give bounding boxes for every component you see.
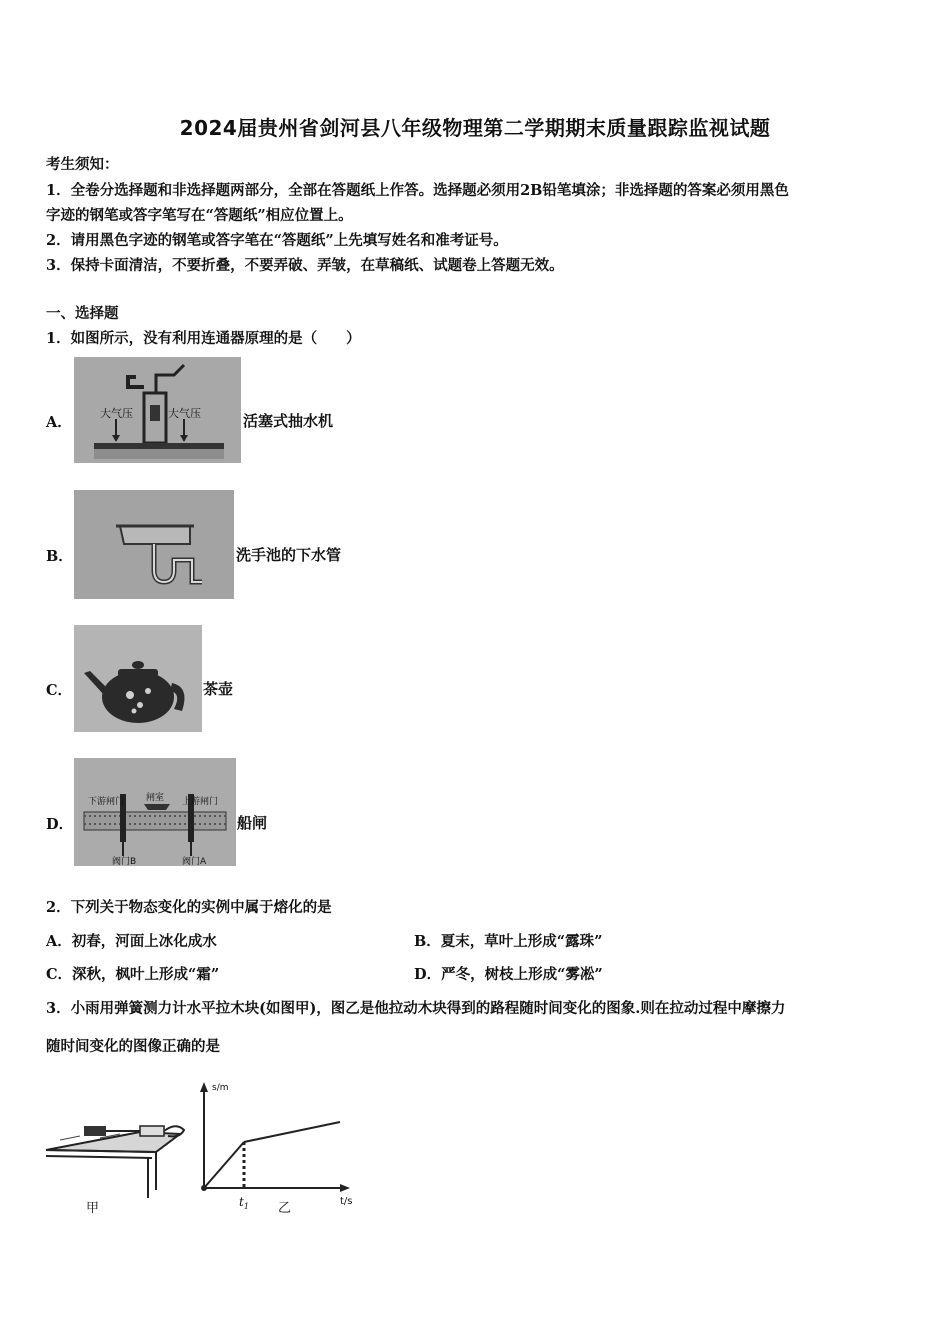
piston-pump-figure — [74, 357, 241, 463]
question-2-option-b: B．夏末，草叶上形成“露珠” — [414, 933, 603, 950]
line-segment-2 — [244, 1122, 340, 1142]
option-a-caption: 活塞式抽水机 — [243, 412, 334, 430]
line-segment-1 — [204, 1142, 244, 1188]
question-3-stem-2: 随时间变化的图像正确的是 — [46, 1038, 220, 1055]
notice-line-1: 1．全卷分选择题和非选择题两部分，全部在答题纸上作答。选择题必须用2B铅笔填涂；非选择题的答案必须用黑色 — [46, 182, 789, 199]
fig-d-text-5: 阀门A — [182, 857, 207, 866]
notice-line-2: 2．请用黑色字迹的钢笔或答字笔在“答题纸”上先填写姓名和准考证号。 — [46, 232, 508, 249]
option-c-label: C． — [46, 682, 73, 699]
question-2-option-a: A．初春，河面上冰化成水 — [46, 933, 217, 950]
option-b-label: B． — [46, 548, 73, 565]
fig-a-text-2: 大气压 — [168, 407, 201, 420]
option-d-caption: 船闸 — [237, 814, 268, 832]
notice-heading: 考生须知： — [46, 156, 119, 173]
figure-jia-label: 甲 — [86, 1201, 100, 1216]
t1-label — [239, 1195, 249, 1211]
question-2-option-d: D．严冬，树枝上形成“雾凇” — [414, 966, 603, 983]
question-1-stem: 1．如图所示，没有利用连通器原理的是（ ） — [46, 330, 361, 347]
figure-yi-label: 乙 — [278, 1201, 292, 1216]
question-3-figure — [40, 1078, 370, 1218]
origin-point — [201, 1185, 207, 1191]
fig-d-text-4: 阀门B — [112, 857, 137, 866]
question-2-option-c: C．深秋，枫叶上形成“霜” — [46, 966, 220, 983]
option-c-caption: 茶壶 — [203, 680, 234, 698]
page-title: 2024届贵州省剑河县八年级物理第二学期期末质量跟踪监视试题 — [179, 116, 771, 140]
figure-yi-graph — [200, 1082, 350, 1192]
fig-d-text-2: 闸室 — [146, 793, 165, 803]
fig-d-text-1: 下游闸门 — [88, 797, 125, 807]
sink-drain-figure — [74, 490, 234, 599]
fig-a-text-1: 大气压 — [100, 407, 133, 420]
figure-jia-table — [46, 1126, 184, 1198]
option-a-label: A． — [46, 414, 72, 431]
fig-d-text-3: 上游闸门 — [182, 797, 219, 807]
y-axis-label: s/m — [212, 1083, 229, 1093]
notice-line-1b: 字迹的钢笔或答字笔写在“答题纸”相应位置上。 — [46, 207, 353, 224]
x-axis-label: t/s — [340, 1196, 353, 1207]
question-3-stem-1: 3．小雨用弹簧测力计水平拉木块(如图甲)，图乙是他拉动木块得到的路程随时间变化的图象.则在拉动过程中摩擦力 — [46, 1000, 786, 1017]
section-heading: 一、选择题 — [46, 305, 119, 322]
teapot-figure — [74, 625, 202, 732]
t1-label-main: t — [239, 1195, 244, 1209]
question-2-stem: 2．下列关于物态变化的实例中属于熔化的是 — [46, 899, 332, 916]
option-b-caption: 洗手池的下水管 — [236, 546, 342, 564]
t1-label-sub: 1 — [243, 1202, 249, 1211]
option-d-label: D． — [46, 816, 74, 833]
ship-lock-figure — [74, 758, 236, 866]
notice-line-3: 3．保持卡面清洁，不要折叠，不要弄破、弄皱，在草稿纸、试题卷上答题无效。 — [46, 257, 564, 274]
